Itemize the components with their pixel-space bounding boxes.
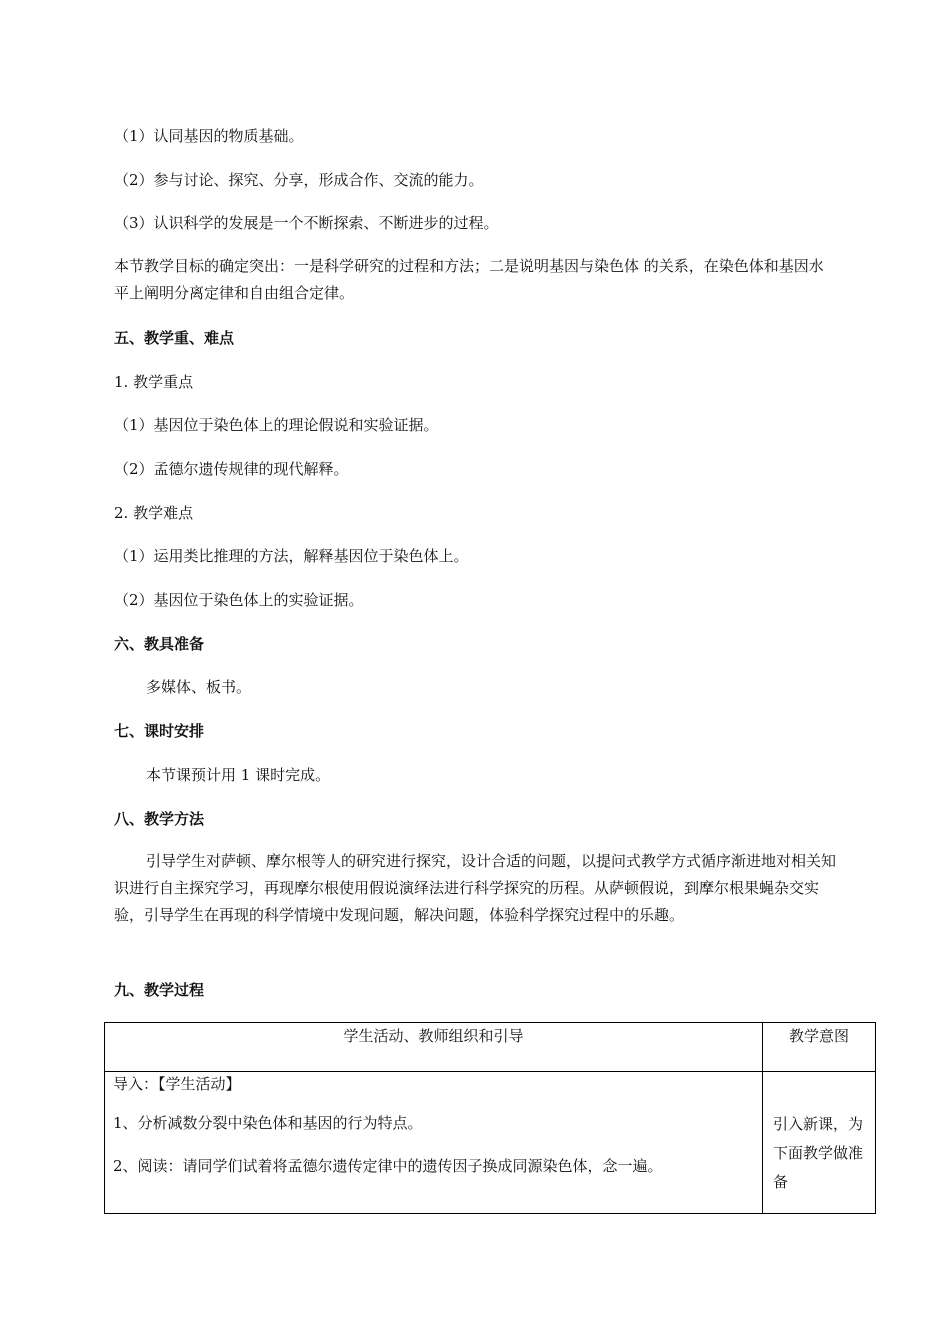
difficult-point-1: （1）运用类比推理的方法，解释基因位于染色体上。 — [114, 547, 469, 565]
header-activity-cell — [105, 1023, 763, 1072]
intent-text: 引入新课，为下面教学做准备 — [773, 1115, 864, 1191]
section6-body: 多媒体、板书。 — [146, 678, 252, 696]
section7-body: 本节课预计用 1 课时完成。 — [146, 766, 331, 784]
activity-item-1: 1、分析减数分裂中染色体和基因的行为特点。 — [113, 1114, 423, 1132]
difficult-point-2: （2）基因位于染色体上的实验证据。 — [114, 591, 364, 609]
header-intent: 教学意图 — [788, 1027, 849, 1045]
section8-body: 引导学生对萨顿、摩尔根等人的研究进行探究，设计合适的问题，以提问式教学方式循序渐进地对相关知识进行自主探究学习，再现摩尔根使用假说演绎法进行科学探究的历程。从萨顿假说，到摩尔根果蝇杂交实验，引导学生在再现的科学情境中发现问题，解决问题，体验科学探究过程中的乐趣。 — [114, 852, 837, 924]
intent-cell — [763, 1072, 876, 1214]
goal-item-2: （2）参与讨论、探究、分享，形成合作、交流的能力。 — [114, 171, 484, 189]
header-intent-cell — [763, 1023, 876, 1072]
key-point-1: （1）基因位于染色体上的理论假说和实验证据。 — [114, 416, 439, 434]
section7-heading: 七、课时安排 — [114, 722, 205, 740]
header-activity: 学生活动、教师组织和引导 — [343, 1027, 524, 1045]
goal-item-3: （3）认识科学的发展是一个不断探索、不断进步的过程。 — [114, 214, 499, 232]
key-point-2: （2）孟德尔遗传规律的现代解释。 — [114, 460, 349, 478]
section9-heading: 九、教学过程 — [114, 981, 205, 999]
intro-label: 导入：【学生活动】 — [113, 1075, 241, 1093]
goal-summary: 本节教学目标的确定突出：一是科学研究的过程和方法；二是说明基因与染色体 的关系，在染色体和基因水平上阐明分离定律和自由组合定律。 — [114, 257, 824, 302]
section5-heading: 五、教学重、难点 — [114, 329, 235, 347]
activity-item-2: 2、阅读：请同学们试着将孟德尔遗传定律中的遗传因子换成同源染色体，念一遍。 — [113, 1157, 663, 1175]
section6-heading: 六、教具准备 — [114, 635, 205, 653]
difficult-points-title: 2. 教学难点 — [114, 504, 194, 522]
goal-item-1: （1）认同基因的物质基础。 — [114, 127, 304, 145]
teaching-process-table — [104, 1022, 876, 1214]
section8-heading: 八、教学方法 — [114, 810, 205, 828]
activity-cell — [105, 1072, 763, 1214]
key-points-title: 1. 教学重点 — [114, 373, 194, 391]
